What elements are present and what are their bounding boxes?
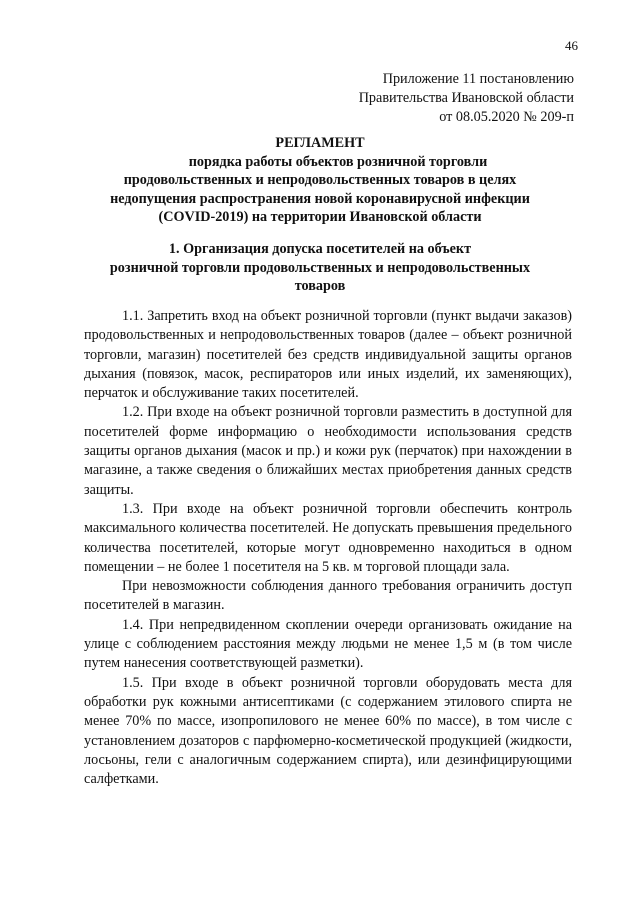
appendix-line: Правительства Ивановской области (358, 90, 574, 106)
paragraph-1-4: 1.4. При непредвиденном скоплении очереди организовать ожидание на улице с соблюдением расстояния между людьми не менее 1,5 м (в том числе путем нанесения соответствующей разметки). (84, 616, 572, 672)
section-heading-line: 1. Организация допуска посетителей на объект (168, 241, 472, 257)
title-line: порядка работы объектов розничной торговли (188, 153, 488, 170)
title-heading: РЕГЛАМЕНТ (275, 135, 365, 151)
paragraph-1-3: 1.3. При входе на объект розничной торговли обеспечить контроль максимального количества посетителей. Не допускать превышения предельного количества посетителей, которые могут одновременно находиться в одном помещении – не более 1 посетителя на 5 кв. м торговой площади зала. (84, 500, 572, 575)
paragraph-1-1: 1.1. Запретить вход на объект розничной торговли (пункт выдачи заказов) продовольственных и непродовольственных товаров (далее – объект розничной торговли, магазин) посетителей без средств индивидуальной защиты органов дыхания (повязок, масок, респираторов или иных изделий, их заменяющих), перчаток и обслуживание таких посетителей. (84, 308, 572, 402)
section-heading-line: розничной торговли продовольственных и непродовольственных (109, 259, 531, 276)
body-text (84, 307, 572, 789)
title-line: недопущения распространения новой коронавирусной инфекции (110, 190, 530, 207)
document-title (70, 134, 570, 227)
section-heading-line: товаров (294, 278, 346, 294)
paragraph-1-3-note: При невозможности соблюдения данного требования ограничить доступ посетителей в магазин. (84, 578, 572, 614)
page-number: 46 (565, 38, 578, 53)
appendix-line: от 08.05.2020 № 209-п (439, 109, 574, 125)
paragraph-1-5: 1.5. При входе в объект розничной торговли оборудовать места для обработки рук кожными антисептиками (с содержанием этилового спирта не менее 70% по массе, изопропилового не менее 60% по массе), в том числе с установлением дозаторов с парфюмерно-косметической продукцией (жидкости, лосьоны, гели с аналогичным содержанием спирта), или дезинфицирующими салфетками. (84, 674, 572, 788)
title-line: (COVID-2019) на территории Ивановской области (158, 209, 482, 225)
paragraph-1-2: 1.2. При входе на объект розничной торговли разместить в доступной для посетителей форме информацию о необходимости использования средств защиты органов дыхания (масок и пр.) и кожи рук (перчаток) при нахождении в магазине, а также сведения о ближайших местах приобретения данных средств защиты. (84, 404, 572, 498)
appendix-reference (359, 70, 574, 127)
appendix-line: Приложение 11 постановлению (382, 71, 574, 87)
title-line: продовольственных и непродовольственных товаров в целях (123, 172, 517, 188)
section-heading (70, 240, 570, 296)
